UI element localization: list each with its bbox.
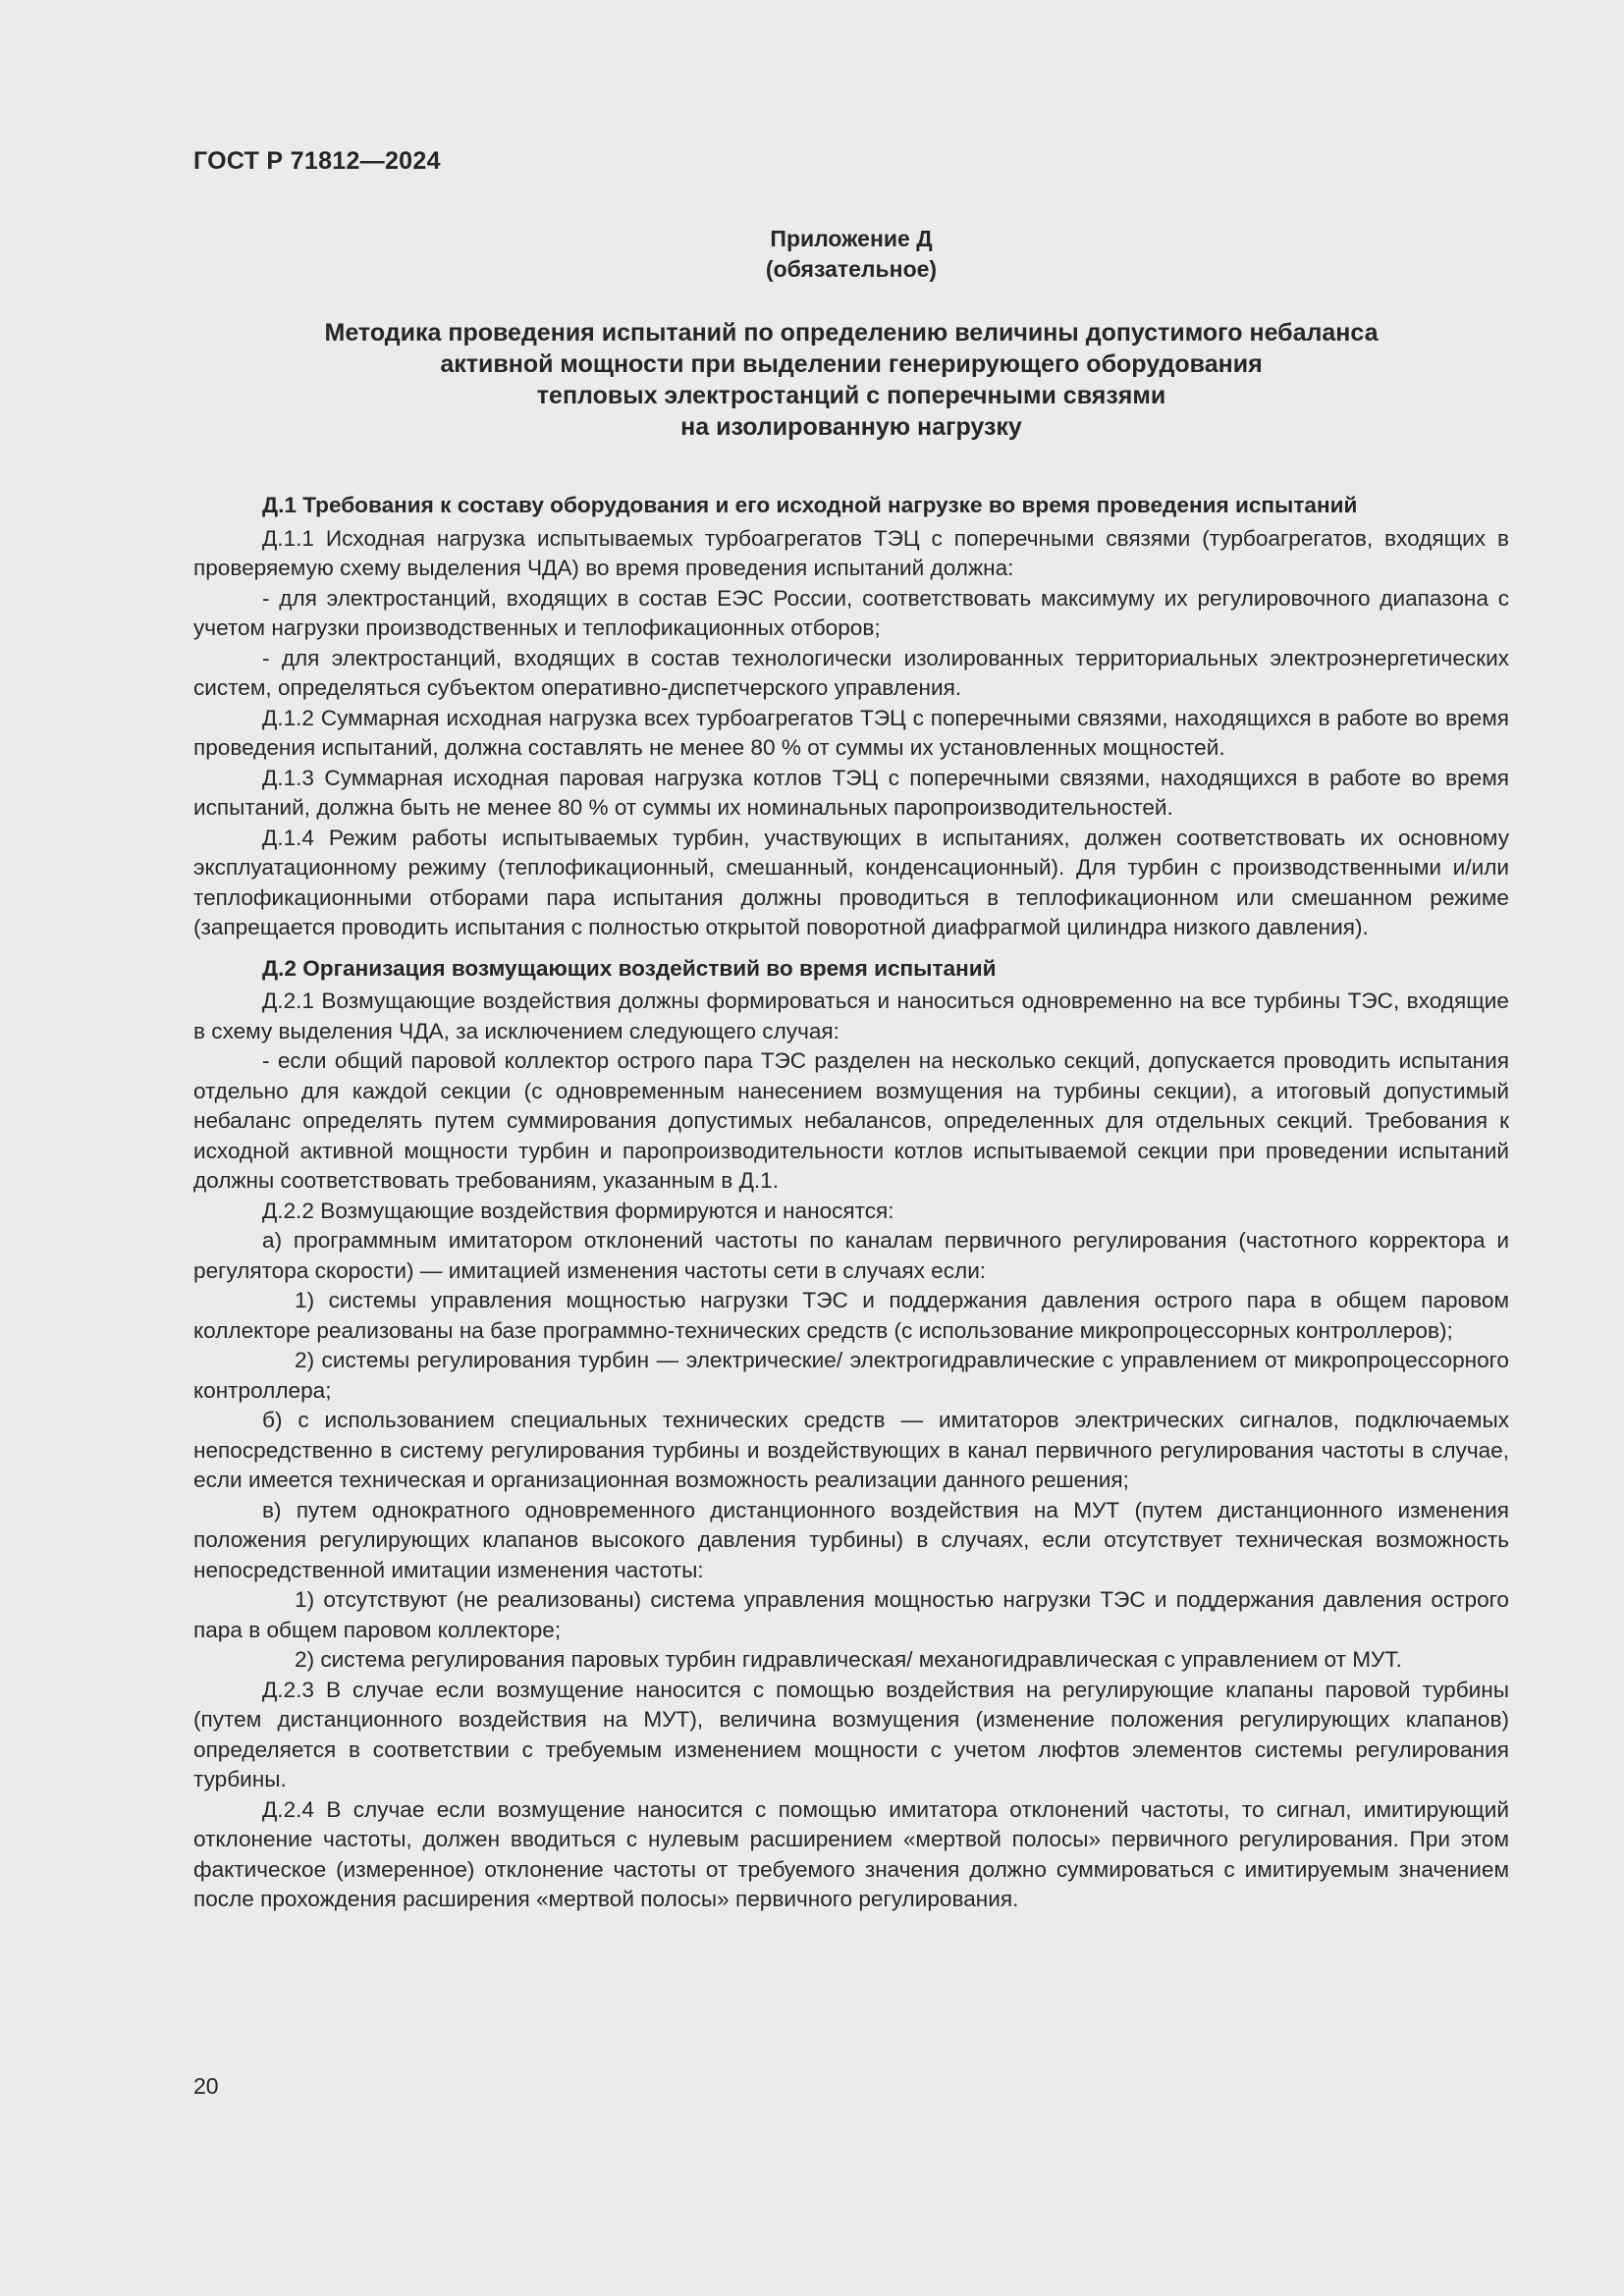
paragraph-d1-3: Д.1.3 Суммарная исходная паровая нагрузка котлов ТЭЦ с поперечными связями, находящихся в работе во время испытаний, должна быть не менее 80 % от суммы их номинальных паропроизводительностей. [193, 765, 1509, 820]
annex-title-line: тепловых электростанций с поперечными связями [536, 382, 1166, 409]
annex-label-block [193, 224, 1509, 285]
annex-title-line: на изолированную нагрузку [680, 413, 1022, 441]
list-item-ees: - для электростанций, входящих в состав ЕЭС России, соответствовать максимуму их регулировочного диапазона с учетом нагрузки производственных и теплофикационных отборов; [193, 585, 1509, 640]
paragraph-d1-1: Д.1.1 Исходная нагрузка испытываемых турбоагрегатов ТЭЦ с поперечными связями (турбоагрегатов, входящих в проверяемую схему выделения ЧДА) во время проведения испытаний должна: [193, 525, 1509, 580]
section-heading-d2: Д.2 Организация возмущающих воздействий во время испытаний [262, 955, 997, 981]
annex-title-line: Методика проведения испытаний по определению величины допустимого небаланса [324, 319, 1379, 347]
list-item-v-1: 1) отсутствуют (не реализованы) система управления мощностью нагрузки ТЭС и поддержания давления острого пара в общем паровом коллекторе; [193, 1587, 1509, 1642]
list-item-v: в) путем однократного одновременного дистанционного воздействия на МУТ (путем дистанционного изменения положения регулирующих клапанов высокого давления турбины) в случаях, если отсутствует техническая возможность непосредственной имитации изменения частоты: [193, 1497, 1509, 1582]
list-item-collector-sections: - если общий паровой коллектор острого пара ТЭС разделен на несколько секций, допускается проводить испытания отдельно для каждой секции (с одновременным нанесением возмущения на турбины секции), а итоговый допустимый небаланс определять путем суммирования допустимых небалансов, определенных для отдельных секций. Требования к исходной активной мощности турбин и паропроизводительности котлов испытываемой секции при проведении испытаний должны соответствовать требованиям, указанным в Д.1. [193, 1048, 1509, 1193]
page-number: 20 [193, 2073, 219, 2099]
section-heading-d1: Д.1 Требования к составу оборудования и его исходной нагрузке во время проведения испытаний [262, 493, 1358, 517]
paragraph-d1-2: Д.1.2 Суммарная исходная нагрузка всех турбоагрегатов ТЭЦ с поперечными связями, находящихся в работе во время проведения испытаний, должна составлять не менее 80 % от суммы их установленных мощностей. [193, 705, 1509, 760]
paragraph-d2-2: Д.2.2 Возмущающие воздействия формируются и наносятся: [262, 1198, 894, 1223]
annex-title-line: активной мощности при выделении генерирующего оборудования [440, 350, 1263, 378]
annex-label: Приложение Д [770, 226, 933, 251]
paragraph-d1-4: Д.1.4 Режим работы испытываемых турбин, участвующих в испытаниях, должен соответствовать их основному эксплуатационному режиму (теплофикационный, смешанный, конденсационный). Для турбин с производственными и/или теплофикационными отборами пара испытания должны проводиться в теплофикационном или смешанном режиме (запрещается проводить испытания с полностью открытой поворотной диафрагмой цилиндра низкого давления). [193, 825, 1509, 939]
list-item-a-1: 1) системы управления мощностью нагрузки ТЭС и поддержания давления острого пара в общем паровом коллекторе реализованы на базе программно-технических средств (с использование микропроцессорных контроллеров); [193, 1288, 1509, 1343]
annex-title [193, 317, 1509, 443]
annex-status: (обязательное) [765, 256, 938, 282]
paragraph-d2-1: Д.2.1 Возмущающие воздействия должны формироваться и наноситься одновременно на все турбины ТЭС, входящие в схему выделения ЧДА, за исключением следующего случая: [193, 988, 1509, 1043]
paragraph-d2-3: Д.2.3 В случае если возмущение наносится с помощью воздействия на регулирующие клапаны паровой турбины (путем дистанционного воздействия на МУТ), величина возмущения (изменение положения регулирующих клапанов) определяется в соответствии с требуемым изменением мощности с учетом люфтов элементов системы регулирования турбины. [193, 1677, 1509, 1791]
document-code-header: ГОСТ Р 71812—2024 [193, 147, 441, 175]
list-item-a: а) программным имитатором отклонений частоты по каналам первичного регулирования (частотного корректора и регулятора скорости) — имитацией изменения частоты сети в случаях если: [193, 1228, 1509, 1283]
list-item-b: б) с использованием специальных технических средств — имитаторов электрических сигналов, подключаемых непосредственно в систему регулирования турбины и воздействующих в канал первичного регулирования частоты в случае, если имеется техническая и организационная возможность реализации данного решения; [193, 1408, 1509, 1492]
list-item-v-2: 2) система регулирования паровых турбин гидравлическая/ механогидравлическая с управлением от МУТ. [295, 1647, 1402, 1672]
paragraph-d2-4: Д.2.4 В случае если возмущение наносится с помощью имитатора отклонений частоты, то сигнал, имитирующий отклонение частоты, должен вводиться с нулевым расширением «мертвой полосы» первичного регулирования. При этом фактическое (измеренное) отклонение частоты от требуемого значения должно суммироваться с имитируемым значением после прохождения расширения «мертвой полосы» первичного регулирования. [193, 1796, 1509, 1911]
list-item-a-2: 2) системы регулирования турбин — электрические/ электрогидравлические с управлением от микропроцессорного контроллера; [193, 1348, 1509, 1403]
document-body [193, 491, 1509, 1915]
list-item-isolated-systems: - для электростанций, входящих в состав технологически изолированных территориальных электроэнергетических систем, определяться субъектом оперативно-диспетчерского управления. [193, 645, 1509, 700]
